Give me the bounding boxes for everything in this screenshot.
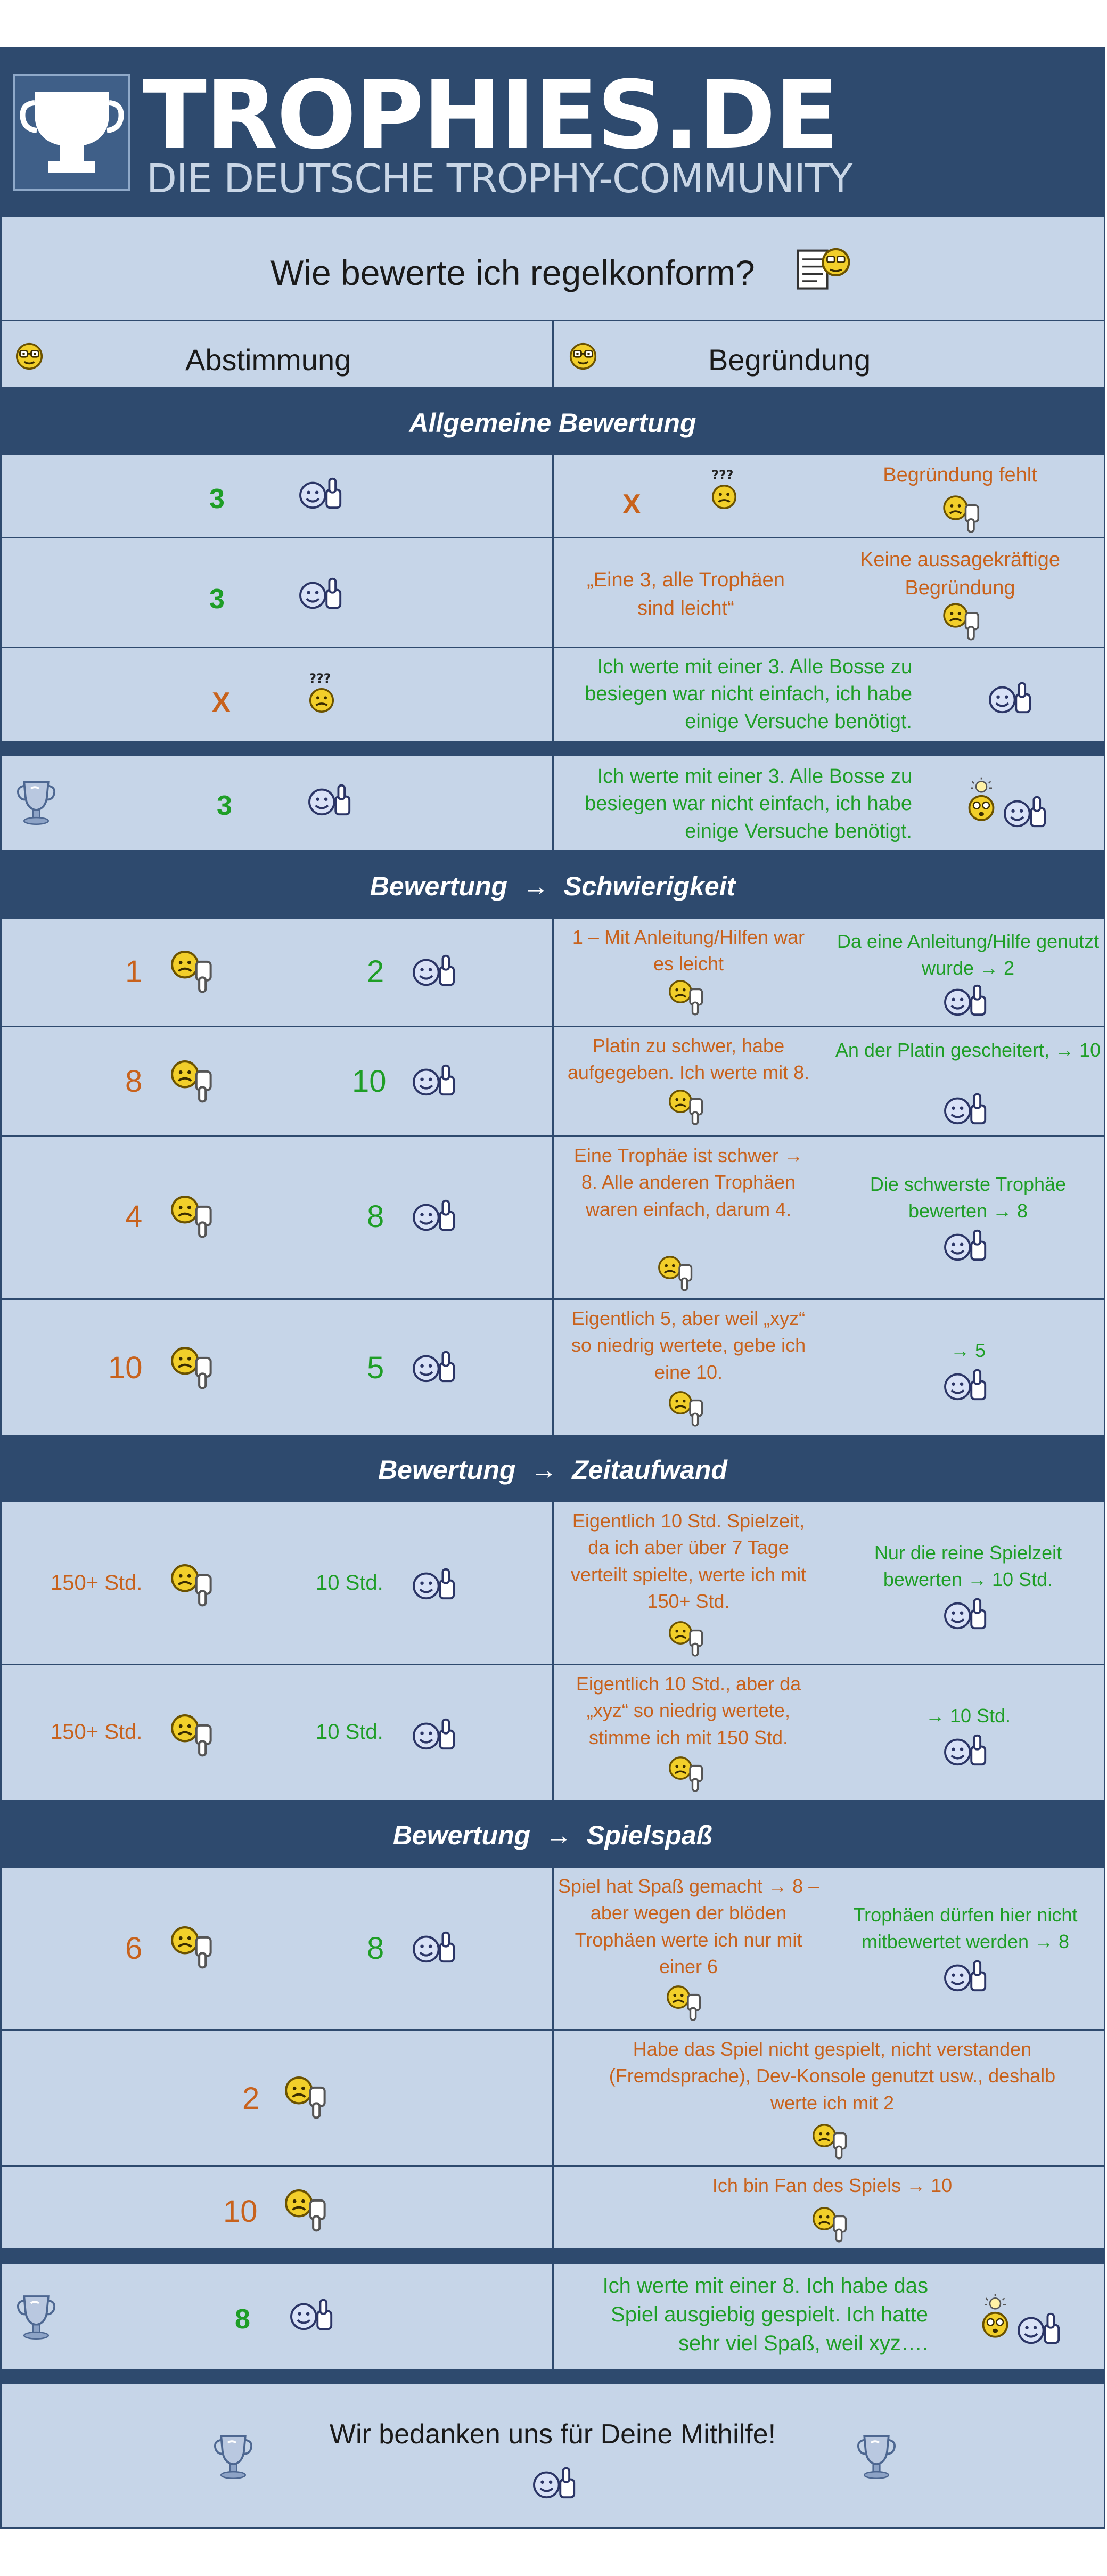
wrong-reason: 1 – Mit Anleitung/Hilfen war es leicht	[572, 926, 805, 975]
smiley-thumbs-up-icon	[941, 1226, 987, 1264]
frowny-thumbs-down-icon	[809, 2121, 849, 2160]
wrong-vote: 2	[242, 2081, 260, 2116]
frowny-thumbs-down-icon	[665, 1087, 706, 1125]
separator	[2, 2370, 1104, 2384]
wrong-reason: Habe das Spiel nicht gespielt, nicht verstanden (Fremdsprache), Dev-Konsole genutzt usw., deshalb werte ich mit 2	[609, 2038, 1056, 2114]
arrow-right-icon: →	[545, 1820, 572, 1850]
wrong-reason: Platin zu schwer, habe aufgegeben. Ich werte mit 8.	[567, 1035, 810, 1084]
section-subtitle: Schwierigkeit	[563, 871, 736, 901]
wrong-reason: Eigentlich 10 Std., aber da „xyz“ so niedrig wertete, stimme ich mit 150 Std.	[576, 1673, 801, 1748]
logo-title: TROPHIES.DE	[143, 61, 838, 170]
logo-header	[2, 48, 1104, 217]
frowny-thumbs-down-icon	[168, 1344, 214, 1389]
section-subtitle: Spielspaß	[586, 1820, 713, 1850]
general-row-3	[2, 648, 1104, 743]
platinum-trophy-icon	[13, 2294, 59, 2340]
right-vote: 8	[367, 1199, 384, 1234]
frowny-thumbs-down-icon	[168, 1711, 214, 1757]
wrong-reason: Eine Trophäe ist schwer → 8. Alle anderen Trophäen waren einfach, darum 4.	[573, 1144, 803, 1220]
trophy-logo-icon	[13, 74, 130, 191]
time-row-2	[2, 1665, 1104, 1802]
wrong-vote: 150+ Std.	[51, 1720, 143, 1744]
frowny-thumbs-down-icon	[665, 1754, 706, 1792]
frowny-thumbs-down-icon	[663, 1983, 703, 2021]
wrong-vote: 10	[108, 1351, 143, 1385]
infographic	[0, 47, 1105, 2529]
frowny-thumbs-down-icon	[809, 2204, 849, 2243]
smiley-thumbs-up-icon	[1014, 2310, 1060, 2347]
frowny-thumbs-down-icon	[938, 493, 983, 533]
section-title: Bewertung	[392, 1820, 531, 1850]
vote-value: 3	[209, 584, 225, 615]
right-vote: 8	[367, 1931, 384, 1966]
wrong-reason: Eigentlich 5, aber weil „xyz“ so niedrig wertete, gebe ich eine 10.	[571, 1307, 806, 1383]
idea-smiley-icon	[965, 777, 997, 822]
fun-row-4	[2, 2264, 1104, 2370]
difficulty-row-4	[2, 1300, 1104, 1436]
section-title: Allgemeine Bewertung	[409, 408, 696, 438]
reason-quote: „Eine 3, alle Trophäen sind leicht“	[587, 569, 785, 620]
thanks-message: Wir bedanken uns für Deine Mithilfe!	[329, 2419, 776, 2450]
reason-note: Keine aussagekräftige Begründung	[859, 549, 1061, 600]
difficulty-row-2	[2, 1027, 1104, 1137]
wrong-reason: Eigentlich 10 Std. Spielzeit, da ich aber über 7 Tage verteilt spielte, werte ich mit 150+ Std.	[570, 1510, 807, 1613]
fun-row-3	[2, 2167, 1104, 2250]
column-header-row	[2, 321, 1104, 388]
question-title: Wie bewerte ich regelkonform?	[270, 253, 755, 292]
smiley-thumbs-up-icon	[305, 781, 351, 819]
section-header-difficulty	[2, 852, 1104, 919]
reason-text: Ich werte mit einer 3. Alle Bosse zu besiegen war nicht einfach, ich habe einige Versuche benötigt.	[585, 765, 912, 843]
frowny-thumbs-down-icon	[168, 1561, 214, 1607]
reason-note: Begründung fehlt	[883, 464, 1037, 486]
frowny-thumbs-down-icon	[938, 600, 983, 641]
right-vote: 10	[352, 1064, 387, 1099]
column-header-vote: Abstimmung	[185, 343, 351, 377]
section-title: Bewertung	[378, 1455, 516, 1485]
smiley-thumbs-up-icon	[941, 1957, 987, 1994]
fun-row-2	[2, 2031, 1104, 2167]
arrow-right-icon: →	[530, 1455, 557, 1485]
notepad-smiley-icon	[795, 243, 854, 291]
wrong-vote: 150+ Std.	[51, 1571, 143, 1594]
right-reason: Trophäen dürfen hier nicht mitbewertet werden → 8	[853, 1904, 1078, 1953]
smiley-thumbs-up-icon	[941, 1090, 987, 1127]
reason-text: Ich werte mit einer 8. Ich habe das Spiel ausgiebig gespielt. Ich hatte sehr viel Spaß, weil xyz….	[602, 2274, 928, 2355]
right-reason: Nur die reine Spielzeit bewerten → 10 Std.	[874, 1542, 1062, 1591]
smiley-thumbs-up-icon	[941, 1366, 987, 1403]
frowny-thumbs-down-icon	[665, 1618, 706, 1657]
wrong-vote: 1	[125, 954, 143, 989]
smiley-thumbs-up-icon	[941, 982, 987, 1019]
smiley-thumbs-up-icon	[986, 679, 1031, 716]
smiley-thumbs-up-icon	[409, 1348, 455, 1385]
frowny-thumbs-down-icon	[665, 977, 706, 1016]
vote-value: 3	[217, 790, 232, 821]
smiley-thumbs-up-icon	[409, 1715, 455, 1753]
frowny-thumbs-down-icon	[654, 1253, 695, 1291]
wrong-vote: 10	[223, 2194, 258, 2229]
nerd-smiley-icon	[568, 341, 598, 371]
logo-subtitle: DIE DEUTSCHE TROPHY-COMMUNITY	[146, 156, 852, 202]
wrong-vote: 6	[125, 1931, 143, 1966]
section-header-fun	[2, 1802, 1104, 1868]
wrong-vote: 8	[125, 1064, 143, 1099]
wrong-reason: Ich bin Fan des Spiels → 10	[712, 2174, 953, 2196]
section-subtitle: Zeitaufwand	[572, 1455, 727, 1485]
confused-smiley-icon	[305, 673, 338, 714]
reason-text: Ich werte mit einer 3. Alle Bosse zu besiegen war nicht einfach, ich habe einige Versuche benötigt.	[585, 656, 912, 733]
arrow-right-icon: →	[522, 871, 549, 901]
smiley-thumbs-up-icon	[409, 952, 455, 989]
fun-row-1	[2, 1868, 1104, 2031]
right-reason: Die schwerste Trophäe bewerten → 8	[870, 1173, 1067, 1222]
section-header-general	[2, 388, 1104, 455]
separator	[2, 743, 1104, 756]
wrong-reason: Spiel hat Spaß gemacht → 8 – aber wegen der blöden Trophäen werte ich nur mit einer 6	[557, 1875, 819, 1978]
frowny-thumbs-down-icon	[665, 1388, 706, 1427]
column-header-reason: Begründung	[708, 343, 871, 377]
confused-smiley-icon	[708, 469, 741, 511]
right-vote: 10 Std.	[316, 1571, 383, 1594]
smiley-thumbs-up-icon	[296, 475, 342, 512]
smiley-thumbs-up-icon	[941, 1731, 987, 1769]
right-reason: An der Platin gescheitert, → 10	[835, 1039, 1101, 1061]
right-vote: 5	[367, 1351, 384, 1385]
section-title: Bewertung	[370, 871, 508, 901]
frowny-thumbs-down-icon	[282, 2186, 327, 2232]
difficulty-row-1	[2, 919, 1104, 1027]
right-vote: 2	[367, 954, 384, 989]
smiley-thumbs-up-icon	[409, 1565, 455, 1602]
section-header-time	[2, 1436, 1104, 1502]
general-row-4	[2, 756, 1104, 852]
right-reason: → 5	[950, 1339, 986, 1361]
right-reason: Da eine Anleitung/Hilfe genutzt wurde → 2	[837, 930, 1100, 979]
frowny-thumbs-down-icon	[282, 2073, 327, 2119]
frowny-thumbs-down-icon	[168, 1192, 214, 1238]
footer	[2, 2384, 1104, 2527]
right-vote: 10 Std.	[316, 1720, 383, 1744]
time-row-1	[2, 1502, 1104, 1665]
reason-missing-mark: X	[622, 489, 641, 520]
platinum-trophy-icon	[854, 2433, 899, 2479]
wrong-vote: 4	[125, 1199, 143, 1234]
frowny-thumbs-down-icon	[168, 1923, 214, 1969]
frowny-thumbs-down-icon	[168, 1057, 214, 1103]
smiley-thumbs-up-icon	[941, 1595, 987, 1632]
smiley-thumbs-up-icon	[287, 2296, 333, 2333]
smiley-thumbs-up-icon	[409, 1061, 455, 1099]
vote-missing-mark: X	[212, 687, 231, 718]
nerd-smiley-icon	[14, 341, 44, 371]
smiley-thumbs-up-icon	[409, 1928, 455, 1966]
vote-value: 8	[235, 2304, 250, 2335]
smiley-thumbs-up-icon	[409, 1197, 455, 1234]
question-row	[2, 217, 1104, 321]
general-row-2	[2, 538, 1104, 648]
smiley-thumbs-up-icon	[1001, 793, 1046, 830]
frowny-thumbs-down-icon	[168, 947, 214, 993]
platinum-trophy-icon	[13, 779, 59, 825]
smiley-thumbs-up-icon	[530, 2464, 576, 2501]
general-row-1	[2, 455, 1104, 538]
difficulty-row-3	[2, 1137, 1104, 1300]
right-reason: → 10 Std.	[925, 1705, 1011, 1727]
vote-value: 3	[209, 484, 225, 514]
smiley-thumbs-up-icon	[296, 575, 342, 612]
separator	[2, 2250, 1104, 2264]
idea-smiley-icon	[979, 2294, 1011, 2338]
